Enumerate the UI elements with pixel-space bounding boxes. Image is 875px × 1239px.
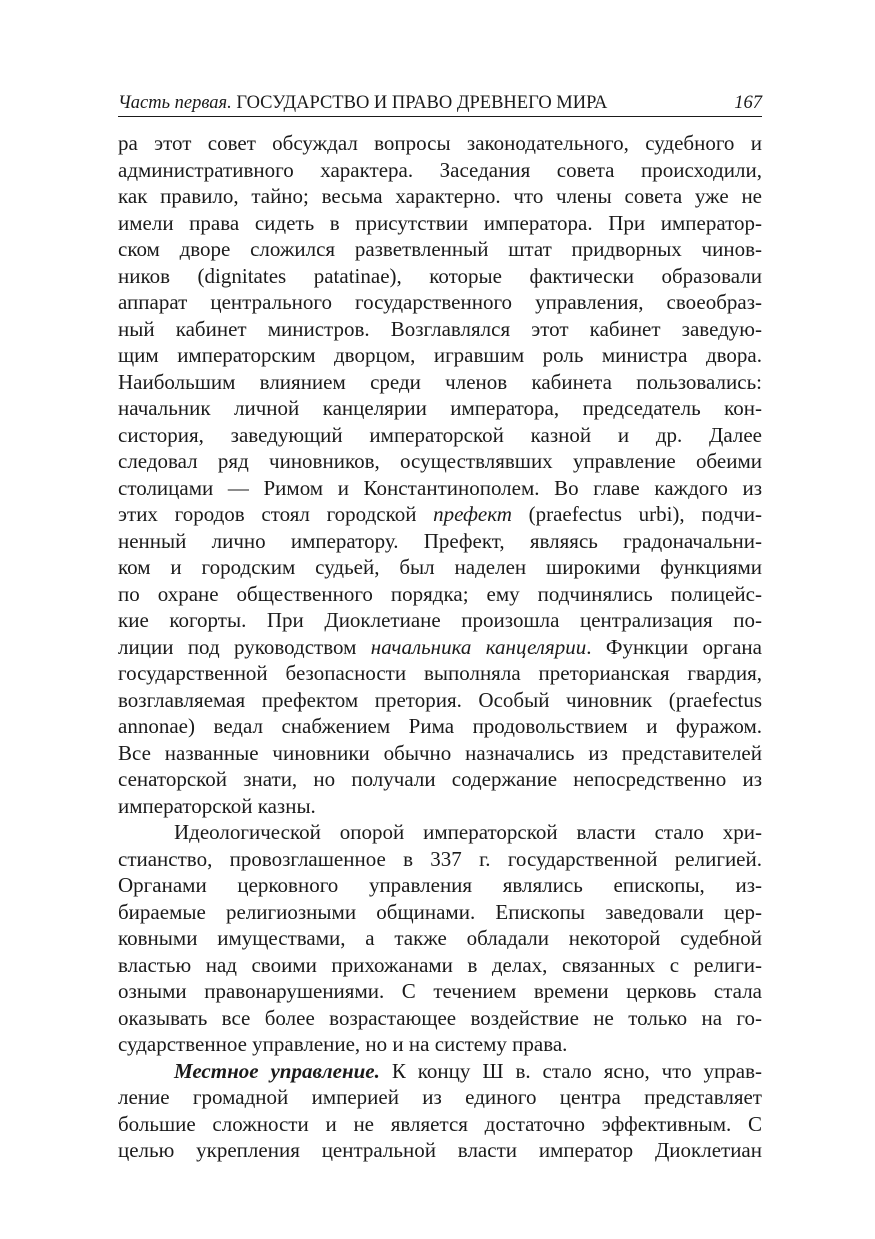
section-heading: Местное управление.: [174, 1058, 380, 1083]
text-line: сударственное управление, но и на систему права.: [118, 1032, 568, 1056]
text-line: ковными имуществами, а также обладали некоторой судебной: [118, 926, 762, 950]
page-number: 167: [734, 93, 762, 113]
text-line: ный кабинет министров. Возглавлялся этот кабинет заведую-: [118, 316, 762, 341]
text-line: сенаторской знати, но получали содержание непосредственно из: [118, 767, 762, 791]
text-run: К концу Ш в. стало ясно, что управ-: [379, 1058, 762, 1083]
text-line: Наибольшим влиянием среди членов кабинета пользовались:: [118, 369, 762, 394]
text-run: (praefectus urbi), подчи-: [511, 502, 762, 526]
text-line: как правило, тайно; весьма характерно. что члены совета уже не: [118, 184, 762, 208]
text-line: систория, заведующий императорской казной и др. Далее: [118, 422, 762, 447]
text-run: этих городов стоял городской: [118, 502, 434, 526]
part-label: Часть первая.: [118, 93, 232, 113]
emphasis-term: начальника канцелярии: [370, 634, 587, 659]
text-line: [118, 1058, 762, 1085]
text-line: ление громадной империей из единого центра представляет: [118, 1085, 762, 1109]
text-line: имели права сидеть в присутствии императора. При император-: [118, 210, 762, 235]
book-section-title: ГОСУДАРСТВО И ПРАВО ДРЕВНЕГО МИРА: [236, 93, 608, 113]
text-line: Органами церковного управления являлись епископы, из-: [118, 873, 762, 897]
text-line: стианство, провозглашенное в 337 г. государственной религией.: [118, 846, 762, 871]
text-line: начальник личной канцелярии императора, председатель кон-: [118, 396, 762, 420]
running-header: [118, 92, 762, 117]
text-line: властью над своими прихожанами в делах, связанных с религи-: [118, 952, 762, 977]
text-line: ском дворе сложился разветвленный штат придворных чинов-: [118, 237, 762, 261]
body-text: [118, 130, 762, 1164]
text-line: оказывать все более возрастающее воздействие не только на го-: [118, 1005, 762, 1030]
text-line: возглавляемая префектом претория. Особый чиновник (praefectus: [118, 687, 762, 712]
text-line: императорской казны.: [118, 793, 316, 818]
text-line: ненный лично императору. Префект, являясь градоначальни-: [118, 528, 762, 553]
text-line: ра этот совет обсуждал вопросы законодательного, судебного и: [118, 131, 762, 155]
text-line: большие сложности и не является достаточно эффективным. С: [118, 1111, 762, 1136]
text-line: annonae) ведал снабжением Рима продовольствием и фуражом.: [118, 714, 762, 738]
running-header-label: [118, 92, 607, 114]
text-line: административного характера. Заседания совета происходили,: [118, 157, 762, 182]
text-line: ников (dignitates patatinae), которые фактически образовали: [118, 263, 762, 288]
emphasis-term: префект: [433, 502, 512, 526]
text-line: по охране общественного порядка; ему подчинялись полицейс-: [118, 581, 762, 606]
text-line: озными правонарушениями. С течением времени церковь стала: [118, 979, 762, 1003]
text-line: аппарат центрального государственного управления, своеобраз-: [118, 290, 762, 314]
text-line: столицами — Римом и Константинополем. Во главе каждого из: [118, 475, 762, 500]
text-line: следовал ряд чиновников, осуществлявших управление обеими: [118, 449, 762, 473]
text-line: государственной безопасности выполняла преторианская гвардия,: [118, 661, 762, 685]
text-line: целью укрепления центральной власти император Диоклетиан: [118, 1138, 762, 1162]
text-line: щим императорским дворцом, игравшим роль министра двора.: [118, 343, 762, 367]
text-line: кие когорты. При Диоклетиане произошла централизация по-: [118, 608, 762, 632]
text-line: [118, 501, 762, 528]
text-run: лиции под руководством: [118, 634, 371, 659]
text-run: . Функции органа: [586, 634, 762, 659]
text-line: бираемые религиозными общинами. Епископы заведовали цер-: [118, 899, 762, 924]
text-line: ком и городским судьей, был наделен широкими функциями: [118, 555, 762, 579]
text-line: Идеологической опорой императорской власти стало хри-: [174, 820, 762, 844]
text-line: [118, 634, 762, 661]
text-line: Все названные чиновники обычно назначались из представителей: [118, 740, 762, 765]
